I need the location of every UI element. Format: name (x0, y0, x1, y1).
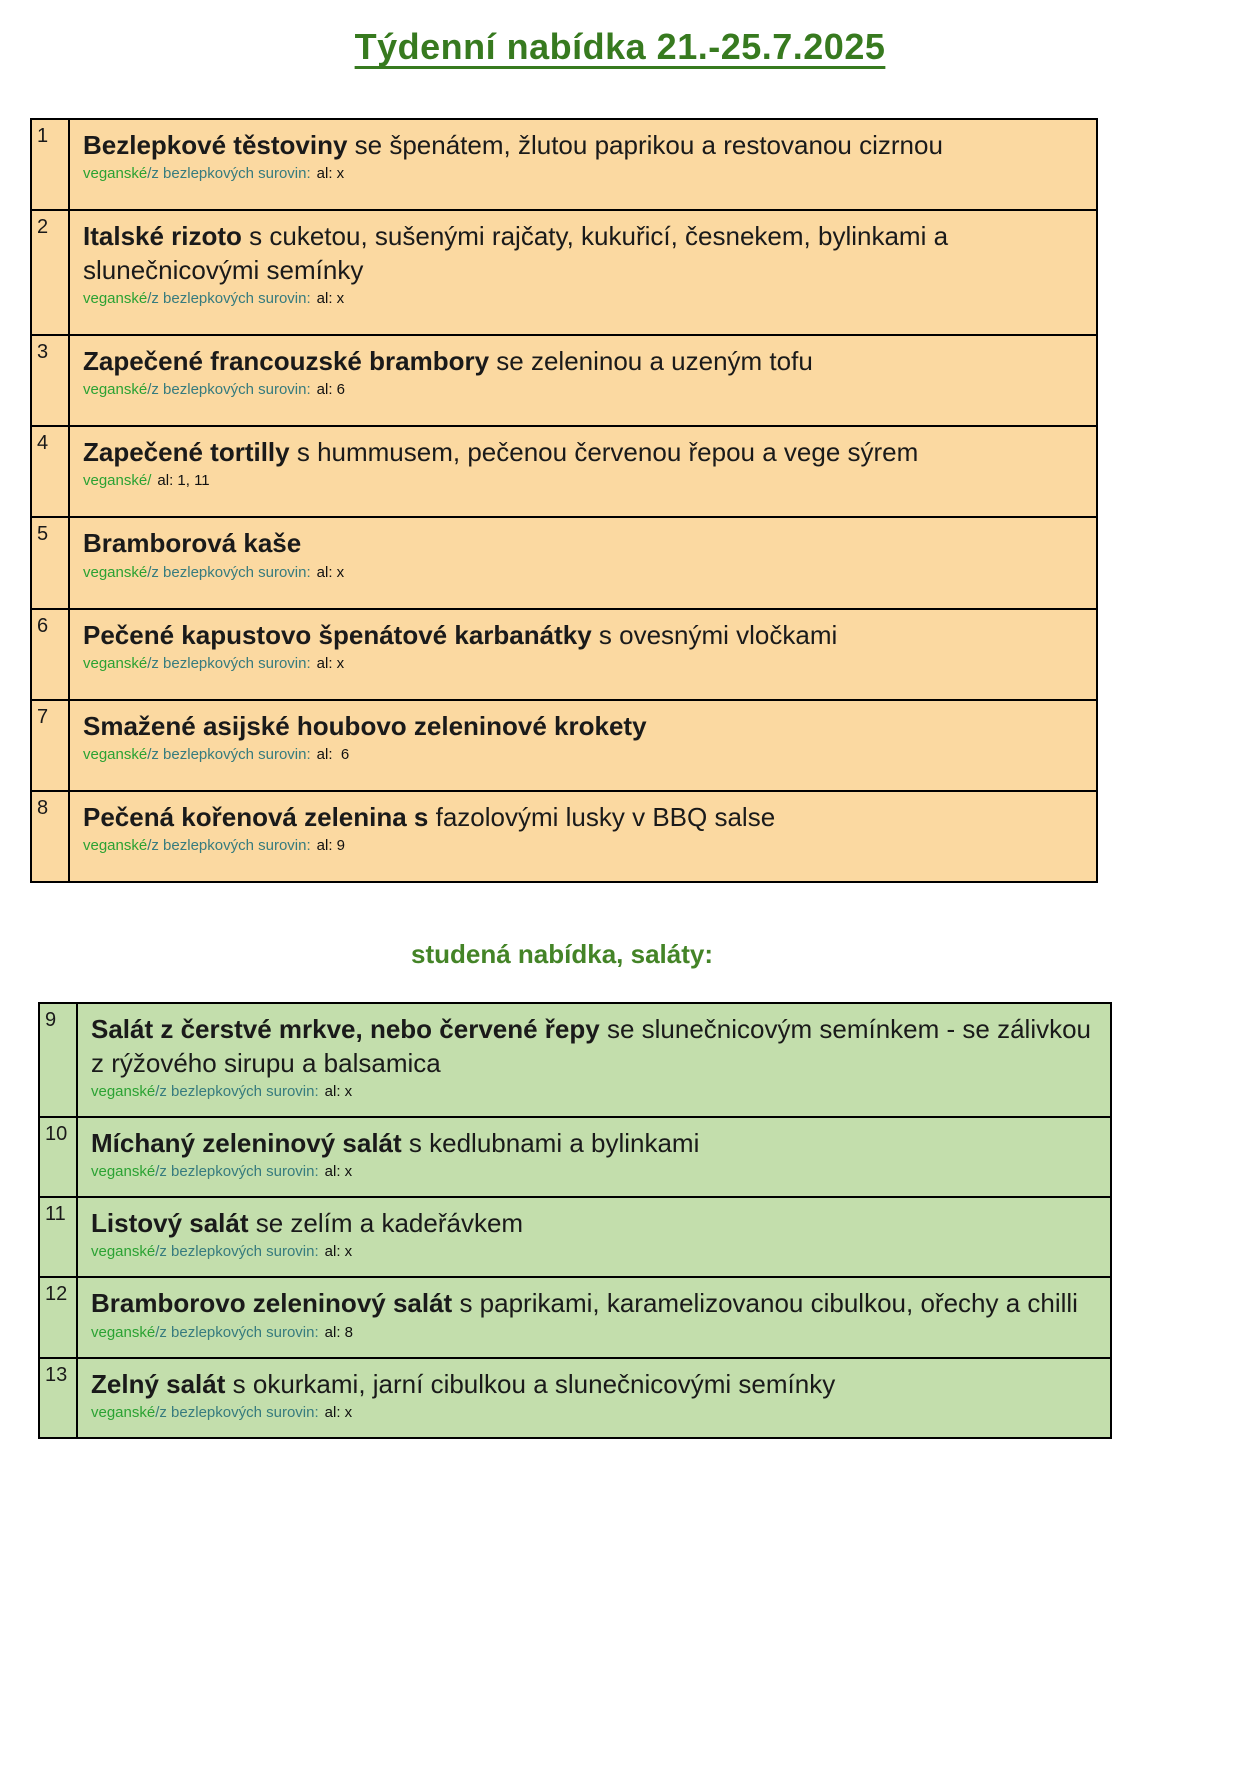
dish-description: s cuketou, sušenými rajčaty, kukuřicí, česnekem, bylinkami a slunečnicovými semínky (83, 221, 949, 285)
dish-number (32, 120, 70, 209)
dish-description: s hummusem, pečenou červenou řepou a vege sýrem (289, 437, 919, 468)
dish-description: fazolovými lusky v BBQ salse (428, 802, 776, 833)
allergen-code: al: x (324, 1403, 353, 1421)
dish-description: se špenátem, žlutou paprikou a restovanou cizrnou (347, 130, 943, 160)
dish-number (32, 211, 70, 334)
allergen-code: al: x (316, 289, 345, 307)
dish-number-text: 12 (45, 1283, 68, 1306)
menu-row (40, 1004, 1110, 1118)
glutenfree-label: /z bezlepkových surovin: (147, 746, 311, 764)
dish-content (70, 211, 1096, 334)
dish-content (78, 1278, 1110, 1356)
dish-content (70, 518, 1096, 607)
dish-number-text: 10 (45, 1122, 68, 1145)
dish-number-text: 7 (37, 705, 49, 728)
dish-number (40, 1118, 78, 1196)
dish-content (78, 1198, 1110, 1276)
allergen-code: al: 9 (316, 837, 345, 855)
allergen-line (83, 564, 1086, 582)
dish-number (32, 792, 70, 881)
dish-number (32, 518, 70, 607)
glutenfree-label: /z bezlepkových surovin: (155, 1082, 319, 1100)
allergen-code: al: x (324, 1163, 353, 1181)
allergen-line (83, 655, 1086, 673)
vegan-label: veganské (91, 1082, 156, 1100)
menu-row (40, 1278, 1110, 1358)
allergen-line (83, 290, 1086, 308)
dish-title-line (83, 129, 1086, 162)
dish-content (70, 610, 1096, 699)
allergen-line (83, 837, 1086, 855)
menu-row (32, 336, 1096, 427)
dish-description: s paprikami, karamelizovanou cibulkou, ořechy a chilli (452, 1288, 1078, 1319)
vegan-label: veganské (91, 1163, 156, 1181)
dish-name: Bramborová kaše (83, 528, 302, 559)
dish-number (40, 1004, 78, 1116)
hot-menu-table (30, 118, 1098, 883)
dish-content (70, 120, 1096, 209)
dish-title-line (91, 1127, 1100, 1160)
dish-number-text: 11 (45, 1203, 66, 1226)
dish-number-text: 13 (45, 1363, 68, 1386)
dish-number-text: 1 (37, 125, 49, 147)
vegan-label: veganské (91, 1243, 156, 1261)
dish-number (40, 1278, 78, 1356)
dish-name: Italské rizoto (83, 221, 242, 252)
allergen-code: al: x (316, 563, 345, 581)
dish-number-text: 6 (37, 614, 49, 637)
dish-title-line (83, 220, 1086, 287)
menu-row (32, 610, 1096, 701)
vegan-label: veganské (83, 165, 148, 183)
menu-document (0, 26, 1240, 1780)
vegan-label: veganské (83, 746, 148, 764)
dish-description: s ovesnými vločkami (591, 619, 838, 650)
dish-number-text: 2 (37, 216, 49, 239)
allergen-code: al: x (324, 1082, 353, 1100)
dish-number (40, 1359, 78, 1437)
menu-row (32, 120, 1096, 211)
menu-row (32, 427, 1096, 518)
dish-title-line (91, 1207, 1100, 1240)
allergen-code: al: x (324, 1243, 353, 1261)
menu-row (40, 1118, 1110, 1198)
dish-number-text: 3 (37, 340, 49, 363)
dish-name: Bramborovo zeleninový salát (91, 1288, 453, 1319)
dish-number (32, 701, 70, 790)
glutenfree-label: /z bezlepkových surovin: (155, 1243, 319, 1261)
allergen-line (83, 165, 1086, 183)
dish-title-line (83, 436, 1086, 469)
dish-content (70, 427, 1096, 516)
dish-name: Smažené asijské houbovo zeleninové krokety (83, 710, 647, 741)
dish-number (32, 610, 70, 699)
allergen-code: al: 6 (316, 381, 345, 399)
allergen-line (91, 1324, 1100, 1342)
dish-number-text: 4 (37, 432, 49, 455)
glutenfree-label: /z bezlepkových surovin: (147, 654, 311, 672)
menu-row (32, 701, 1096, 792)
glutenfree-label: /z bezlepkových surovin: (147, 381, 311, 399)
allergen-line (91, 1163, 1100, 1181)
allergen-code: al: 8 (324, 1323, 353, 1341)
dish-content (70, 792, 1096, 881)
vegan-label: veganské/ (83, 472, 152, 490)
dish-name: Bezlepkové těstoviny (83, 130, 348, 160)
allergen-line (83, 381, 1086, 399)
dish-description: se zeleninou a uzeným tofu (489, 345, 813, 376)
dish-name: Zelný salát (91, 1368, 226, 1399)
glutenfree-label: /z bezlepkových surovin: (147, 563, 311, 581)
dish-number-text: 5 (37, 523, 49, 546)
dish-description: se zelím a kadeřávkem (248, 1208, 524, 1239)
allergen-line (91, 1083, 1100, 1101)
dish-name: Listový salát (91, 1208, 249, 1239)
dish-number-text: 9 (45, 1009, 57, 1032)
dish-title-line (83, 345, 1086, 378)
dish-description: s kedlubnami a bylinkami (401, 1127, 700, 1158)
dish-title-line (91, 1013, 1100, 1080)
vegan-label: veganské (91, 1403, 156, 1421)
cold-menu-heading: studená nabídka, saláty: (411, 939, 713, 970)
vegan-label: veganské (83, 837, 148, 855)
dish-content (78, 1004, 1110, 1116)
allergen-code: al: x (316, 654, 345, 672)
menu-row (40, 1359, 1110, 1437)
vegan-label: veganské (83, 563, 148, 581)
glutenfree-label: /z bezlepkových surovin: (147, 837, 311, 855)
menu-row (32, 211, 1096, 336)
dish-name: Pečená kořenová zelenina s (83, 802, 429, 833)
dish-title-line (91, 1368, 1100, 1401)
dish-title-line (83, 619, 1086, 652)
page-title: Týdenní nabídka 21.-25.7.2025 (354, 26, 886, 67)
dish-name: Pečené kapustovo špenátové karbanátky (83, 619, 592, 650)
menu-row (32, 792, 1096, 881)
allergen-code: al: x (316, 165, 345, 183)
dish-title-line (83, 710, 1086, 743)
allergen-code: al: 6 (316, 746, 350, 764)
vegan-label: veganské (91, 1323, 156, 1341)
allergen-line (91, 1243, 1100, 1261)
allergen-line (83, 746, 1086, 764)
glutenfree-label: /z bezlepkových surovin: (155, 1403, 319, 1421)
dish-title-line (83, 801, 1086, 834)
allergen-line (83, 472, 1086, 490)
dish-number (40, 1198, 78, 1276)
glutenfree-label: /z bezlepkových surovin: (147, 289, 311, 307)
menu-row (40, 1198, 1110, 1278)
glutenfree-label: /z bezlepkových surovin: (147, 165, 311, 183)
dish-number (32, 336, 70, 425)
glutenfree-label: /z bezlepkových surovin: (155, 1163, 319, 1181)
glutenfree-label: /z bezlepkových surovin: (155, 1323, 319, 1341)
dish-content (70, 701, 1096, 790)
allergen-code: al: 1, 11 (157, 472, 210, 490)
dish-content (78, 1118, 1110, 1196)
dish-name: Zapečené tortilly (83, 437, 290, 468)
dish-number (32, 427, 70, 516)
dish-description: se slunečnicovým semínkem - se zálivkou z rýžového sirupu a balsamica (91, 1014, 1092, 1078)
dish-content (70, 336, 1096, 425)
cold-menu-table (38, 1002, 1112, 1439)
vegan-label: veganské (83, 654, 148, 672)
dish-name: Zapečené francouzské brambory (83, 345, 490, 376)
allergen-line (91, 1404, 1100, 1422)
vegan-label: veganské (83, 289, 148, 307)
dish-name: Salát z čerstvé mrkve, nebo červené řepy (91, 1014, 600, 1045)
menu-row (32, 518, 1096, 609)
dish-name: Míchaný zeleninový salát (91, 1127, 402, 1158)
vegan-label: veganské (83, 381, 148, 399)
dish-title-line (83, 527, 1086, 560)
dish-content (78, 1359, 1110, 1437)
dish-description: s okurkami, jarní cibulkou a slunečnicovými semínky (225, 1368, 836, 1399)
dish-title-line (91, 1287, 1100, 1320)
dish-number-text: 8 (37, 797, 49, 820)
